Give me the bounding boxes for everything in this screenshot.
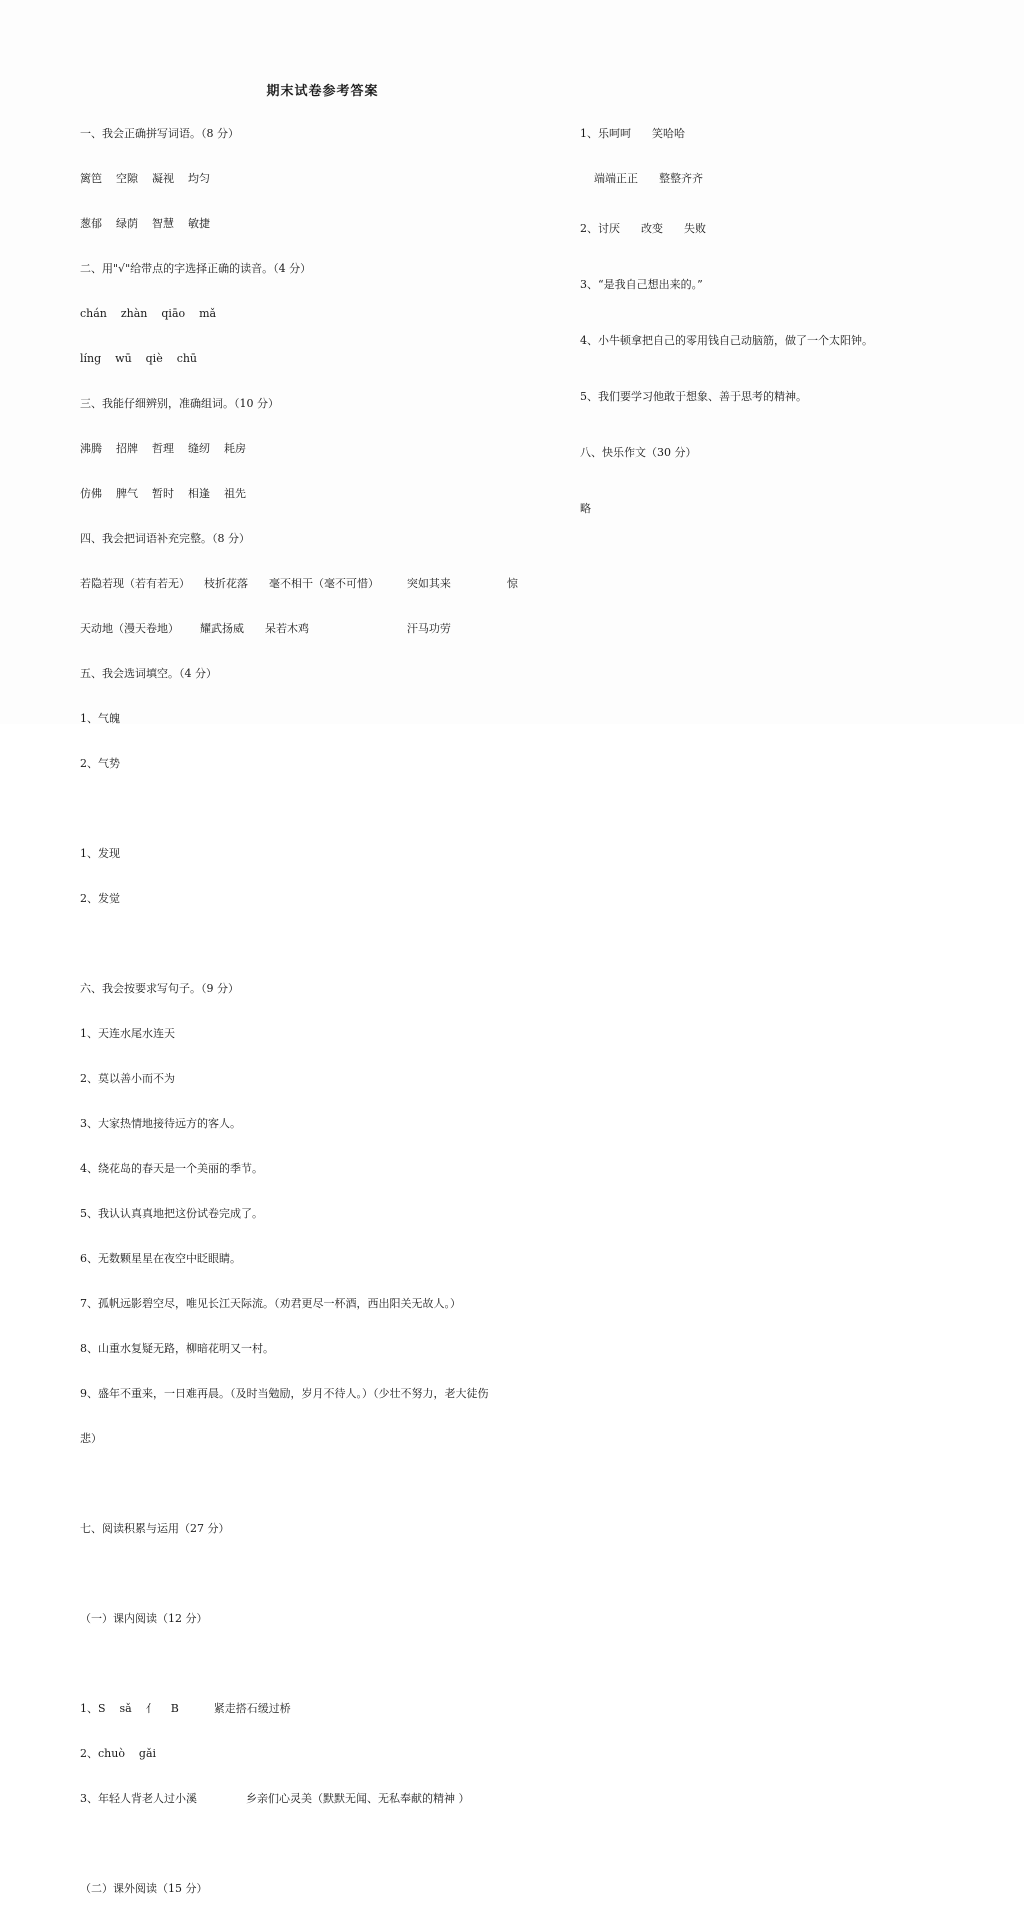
answer-line: 7、孤帆远影碧空尽，唯见长江天际流。（劝君更尽一杯酒，西出阳关无故人。） xyxy=(80,1297,461,1310)
right-column xyxy=(580,96,1000,552)
blank-line xyxy=(80,936,565,951)
answer-line: 4、小牛顿拿把自己的零用钱自己动脑筋，做了一个太阳钟。 xyxy=(580,334,873,347)
answer-line: 4、绕花岛的春天是一个美丽的季节。 xyxy=(80,1162,263,1175)
section-heading: 一、我会正确拼写词语。（8 分） xyxy=(80,127,239,140)
answer-line: 9、盛年不重来，一日难再晨。（及时当勉励，岁月不待人。）（少壮不努力，老大徒伤 xyxy=(80,1387,489,1400)
answer-line: 仿佛 脾气 暂时 相逢 祖先 xyxy=(80,487,246,500)
blank-line xyxy=(80,801,565,816)
answer-line: 端端正正 整整齐齐 xyxy=(580,172,703,185)
answer-line: chán zhàn qiāo mǎ xyxy=(80,307,217,320)
answer-line: 5、我们要学习他敢于想象、善于思考的精神。 xyxy=(580,390,807,403)
answer-line: 2、chuò gǎi xyxy=(80,1747,157,1760)
section-heading: 五、我会选词填空。（4 分） xyxy=(80,667,217,680)
answer-line: 3、大家热情地接待远方的客人。 xyxy=(80,1117,241,1130)
answer-line: 1、S sǎ 亻 B 紧走搭石缓过桥 xyxy=(80,1702,291,1715)
answer-line: 篱笆 空隙 凝视 均匀 xyxy=(80,172,210,185)
blank-line xyxy=(80,1566,565,1581)
subsection-heading: （一）课内阅读（12 分） xyxy=(80,1612,208,1625)
answer-line: 2、气势 xyxy=(80,757,120,770)
answer-line: líng wū qiè chū xyxy=(80,352,198,365)
answer-line: 悲） xyxy=(80,1432,102,1445)
answer-line: 1、乐呵呵 笑哈哈 xyxy=(580,127,685,140)
answer-line: 1、发现 xyxy=(80,847,120,860)
answer-line: 天动地（漫天卷地） 耀武扬威 呆若木鸡 汗马功劳 xyxy=(80,622,451,635)
answer-line: 若隐若现（若有若无） 枝折花落 毫不相干（毫不可惜） 突如其来 惊 xyxy=(80,577,518,590)
blank-line xyxy=(80,1836,565,1851)
document-title: 期末试卷参考答案 xyxy=(266,84,379,99)
section-heading: 七、阅读积累与运用（27 分） xyxy=(80,1522,230,1535)
left-column xyxy=(80,96,565,1926)
section-heading: 三、我能仔细辨别，准确组词。（10 分） xyxy=(80,397,279,410)
answer-line: 1、天连水尾水连天 xyxy=(80,1027,175,1040)
answer-line: 1、气魄 xyxy=(80,712,120,725)
answer-line: 3、年轻人背老人过小溪 乡亲们心灵美（默默无闻、无私奉献的精神 ） xyxy=(80,1792,470,1805)
answer-line: 8、山重水复疑无路，柳暗花明又一村。 xyxy=(80,1342,274,1355)
section-heading: 八、快乐作文（30 分） xyxy=(580,446,697,459)
answer-line: 5、我认认真真地把这份试卷完成了。 xyxy=(80,1207,263,1220)
answer-line: 沸腾 招牌 哲理 缝纫 耗房 xyxy=(80,442,246,455)
blank-line xyxy=(80,1656,565,1671)
answer-line: 2、发觉 xyxy=(80,892,120,905)
answer-line: 葱郁 绿荫 智慧 敏捷 xyxy=(80,217,210,230)
answer-line: 3、“是我自己想出来的。” xyxy=(580,278,703,291)
answer-line: 略 xyxy=(580,502,591,515)
answer-line: 6、无数颗星星在夜空中眨眼睛。 xyxy=(80,1252,241,1265)
blank-line xyxy=(80,1476,565,1491)
section-heading: 二、用"√"给带点的字选择正确的读音。（4 分） xyxy=(80,262,312,275)
section-heading: 六、我会按要求写句子。（9 分） xyxy=(80,982,239,995)
section-heading: 四、我会把词语补充完整。（8 分） xyxy=(80,532,250,545)
subsection-heading: （二）课外阅读（15 分） xyxy=(80,1882,208,1895)
answer-line: 2、莫以善小而不为 xyxy=(80,1072,175,1085)
answer-line: 2、讨厌 改变 失败 xyxy=(580,222,706,235)
